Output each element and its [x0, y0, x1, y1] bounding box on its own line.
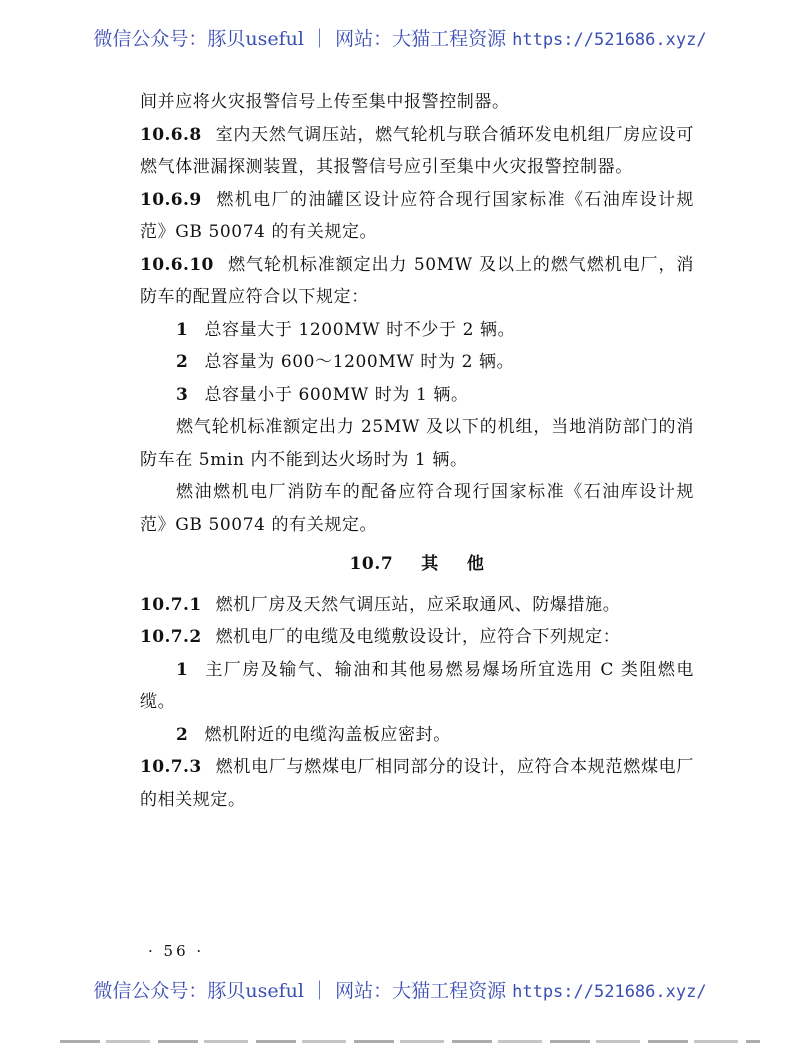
scan-edge-artifact	[60, 1040, 760, 1043]
clause-text: 燃机电厂的电缆及电缆敷设设计，应符合下列规定：	[215, 627, 621, 647]
item-number: 1	[176, 659, 189, 680]
clause-10-7-2	[140, 621, 694, 654]
item-number: 3	[176, 384, 189, 405]
clause-text: 燃机电厂与燃煤电厂相同部分的设计，应符合本规范燃煤电厂的相关规定。	[140, 757, 694, 810]
paragraph: 燃油燃机电厂消防车的配备应符合现行国家标准《石油库设计规范》GB 50074 的有关规定。	[140, 482, 694, 535]
watermark-text: 微信公众号：豚贝useful ｜ 网站：大猫工程资源	[93, 28, 513, 50]
clause-number: 10.6.8	[140, 124, 202, 145]
clause-number: 10.7.1	[140, 594, 202, 615]
section-number: 10.7	[349, 554, 394, 574]
section-title-char: 其	[421, 554, 439, 574]
page-number: · 56 ·	[148, 942, 205, 960]
clause-text: 室内天然气调压站，燃气轮机与联合循环发电机组厂房应设可燃气体泄漏探测装置，其报警信号应引至集中火灾报警控制器。	[140, 124, 694, 177]
clause-10-7-3	[140, 751, 694, 816]
paragraph: 燃气轮机标准额定出力 25MW 及以下的机组，当地消防部门的消防车在 5min 内不能到达火场时为 1 辆。	[140, 417, 694, 470]
watermark-text: 微信公众号：豚贝useful ｜ 网站：大猫工程资源	[93, 980, 513, 1002]
clause-text: 燃机厂房及天然气调压站，应采取通风、防爆措施。	[215, 594, 621, 615]
watermark-header	[0, 24, 800, 51]
section-heading	[140, 548, 694, 581]
item-number: 2	[176, 352, 189, 372]
item-text: 总容量小于 600MW 时为 1 辆。	[204, 384, 469, 405]
clause-number: 10.7.2	[140, 627, 202, 647]
item-text: 总容量为 600～1200MW 时为 2 辆。	[204, 352, 515, 372]
item-text: 总容量大于 1200MW 时不少于 2 辆。	[204, 319, 516, 340]
clause-number: 10.6.9	[140, 189, 202, 210]
watermark-url: https://521686.xyz/	[512, 30, 707, 50]
clause-text: 燃机电厂的油罐区设计应符合现行国家标准《石油库设计规范》GB 50074 的有关规定。	[140, 189, 694, 242]
paragraph-continued: 间并应将火灾报警信号上传至集中报警控制器。	[140, 92, 510, 112]
watermark-footer	[0, 976, 800, 1003]
clause-number: 10.6.10	[140, 254, 214, 275]
document-body	[140, 86, 694, 816]
clause-text: 燃气轮机标准额定出力 50MW 及以上的燃气燃机电厂，消防车的配置应符合以下规定：	[140, 254, 694, 307]
clause-10-6-10	[140, 249, 694, 314]
section-title-char: 他	[466, 554, 485, 574]
clause-10-6-8	[140, 119, 694, 184]
list-item	[140, 719, 694, 752]
item-number: 1	[176, 319, 189, 340]
clause-number: 10.7.3	[140, 757, 202, 777]
watermark-url: https://521686.xyz/	[512, 982, 707, 1002]
list-item	[140, 379, 694, 412]
item-number: 2	[176, 724, 189, 745]
list-item	[140, 346, 694, 379]
clause-10-6-9	[140, 184, 694, 249]
list-item	[140, 654, 694, 719]
list-item	[140, 314, 694, 347]
item-text: 燃机附近的电缆沟盖板应密封。	[204, 724, 451, 745]
item-text: 主厂房及输气、输油和其他易燃易爆场所宜选用 C 类阻燃电缆。	[140, 659, 694, 712]
clause-10-7-1	[140, 589, 694, 622]
